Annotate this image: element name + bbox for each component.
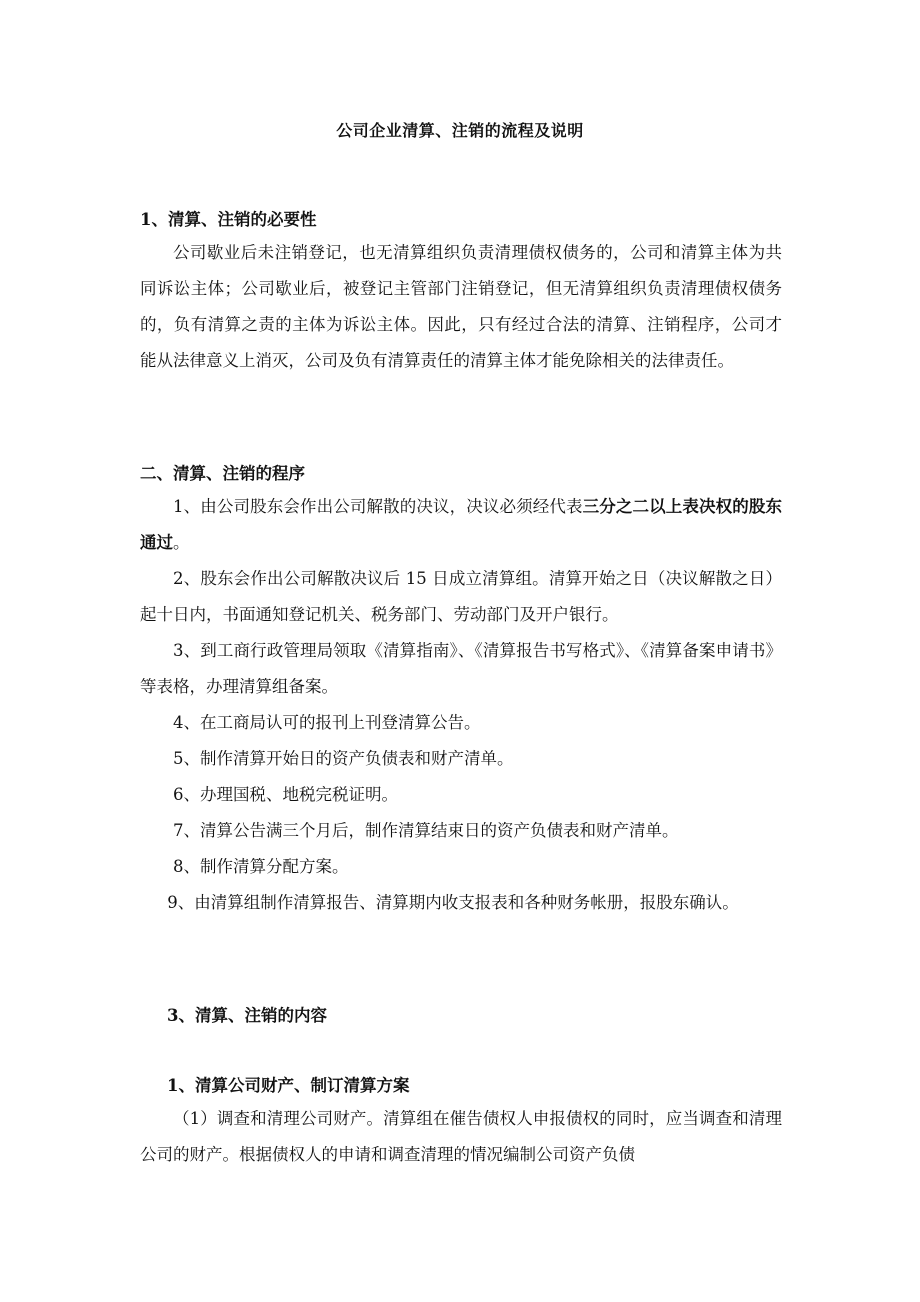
section-necessity-body <box>140 235 782 379</box>
procedure-item-3: 3、到工商行政管理局领取《清算指南》、《清算报告书写格式》、《清算备案申请书》等表格，办理清算组备案。 <box>140 641 782 696</box>
paragraph-investigate-assets: （1）调查和清理公司财产。清算组在催告债权人申报债权的同时，应当调查和清理公司的财产。根据债权人的申请和调查清理的情况编制公司资产负债 <box>140 1109 782 1164</box>
paragraph-necessity: 公司歇业后未注销登记，也无清算组织负责清理债权债务的，公司和清算主体为共同诉讼主体；公司歇业后，被登记主管部门注销登记，但无清算组织负责清理债权债务的，负有清算之责的主体为诉讼主体。因此，只有经过合法的清算、注销程序，公司才能从法律意义上消灭，公司及负有清算责任的清算主体才能免除相关的法律责任。 <box>140 243 782 370</box>
procedure-item-7: 7、清算公告满三个月后，制作清算结束日的资产负债表和财产清单。 <box>173 821 679 840</box>
document-title: 公司企业清算、注销的流程及说明 <box>336 121 584 140</box>
procedure-item-1-prefix: 1、由公司股东会作出公司解散的决议，决议必须经代表 <box>173 497 583 516</box>
procedure-item-1-bold: 三分之二以上表决权的股东通过 <box>140 497 782 552</box>
procedure-item-4: 4、在工商局认可的报刊上刊登清算公告。 <box>173 713 481 732</box>
procedure-item-5: 5、制作清算开始日的资产负债表和财产清单。 <box>173 749 514 768</box>
procedure-item-9: 9、由清算组制作清算报告、清算期内收支报表和各种财务帐册，报股东确认。 <box>167 893 739 912</box>
section-heading-necessity: 1、清算、注销的必要性 <box>140 210 317 229</box>
procedure-item-6: 6、办理国税、地税完税证明。 <box>173 785 398 804</box>
procedure-list <box>140 489 782 921</box>
section-heading-content: 3、清算、注销的内容 <box>167 1006 327 1025</box>
subsection-heading-liquidation-plan: 1、清算公司财产、制订清算方案 <box>167 1076 410 1095</box>
procedure-item-8: 8、制作清算分配方案。 <box>173 857 349 876</box>
procedure-item-1 <box>140 489 782 561</box>
procedure-item-2: 2、股东会作出公司解散决议后 15 日成立清算组。清算开始之日（决议解散之日）起十日内，书面通知登记机关、税务部门、劳动部门及开户银行。 <box>140 569 782 624</box>
section-heading-procedure: 二、清算、注销的程序 <box>140 464 305 483</box>
procedure-item-1-suffix: 。 <box>173 533 190 552</box>
subsection-liquidation-plan-body <box>140 1101 782 1173</box>
